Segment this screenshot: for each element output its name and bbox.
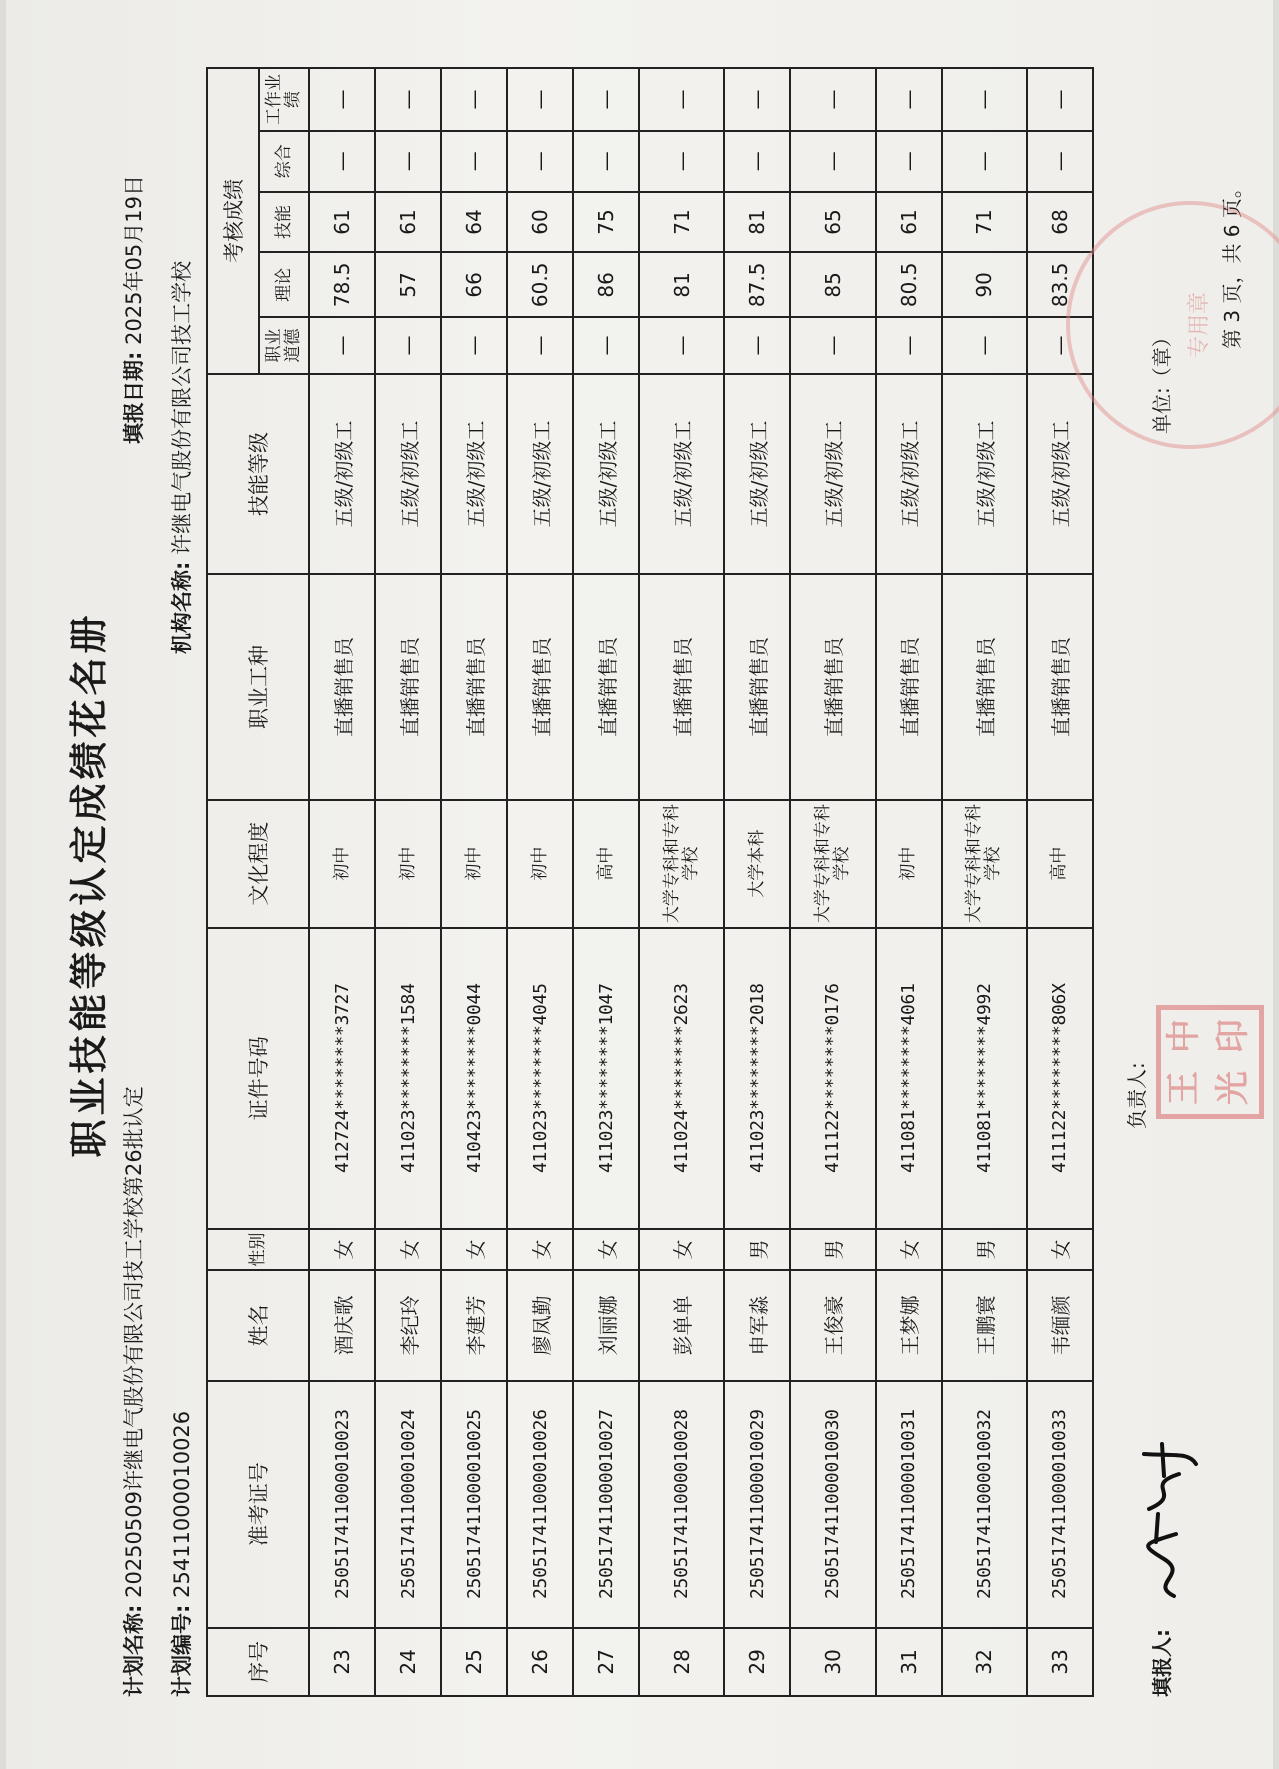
cell-exam-no: 250517411000010031: [876, 1381, 942, 1628]
cell-ethics: —: [942, 317, 1027, 373]
plan-no-line: [166, 1411, 196, 1697]
cell-performance: —: [309, 68, 375, 131]
report-date: 2025年05月19日: [122, 175, 146, 345]
seal-char-2: 中: [1164, 1019, 1204, 1053]
cell-ethics: —: [309, 317, 375, 373]
seal-char-3: 光: [1213, 1071, 1253, 1105]
official-round-stamp: [1066, 201, 1279, 449]
cell-gender: 女: [876, 1229, 942, 1270]
cell-seq: 31: [876, 1628, 942, 1696]
cell-id-no: 411023********1584: [375, 928, 441, 1229]
cell-id-no: 411023********2018: [724, 928, 790, 1229]
table-row: [790, 68, 875, 1696]
cell-theory: 85: [790, 252, 875, 317]
cell-performance: —: [1027, 68, 1093, 131]
cell-name: 韦缅颜: [1027, 1270, 1093, 1381]
cell-education: 初中: [441, 800, 507, 928]
cell-exam-no: 250517411000010033: [1027, 1381, 1093, 1628]
cell-education: 初中: [876, 800, 942, 928]
cell-seq: 29: [724, 1628, 790, 1696]
cell-seq: 26: [507, 1628, 573, 1696]
cell-id-no: 410423********0044: [441, 928, 507, 1229]
cell-overall: —: [309, 131, 375, 192]
cell-seq: 23: [309, 1628, 375, 1696]
responsible-label: 负责人:: [1125, 1062, 1149, 1129]
cell-education: 大学本科: [724, 800, 790, 928]
cell-occupation: 直播销售员: [573, 574, 639, 799]
cell-ethics: —: [507, 317, 573, 373]
cell-exam-no: 250517411000010032: [942, 1381, 1027, 1628]
cell-occupation: 直播销售员: [790, 574, 875, 799]
cell-exam-no: 250517411000010030: [790, 1381, 875, 1628]
cell-exam-no: 250517411000010029: [724, 1381, 790, 1628]
cell-skill: 61: [309, 192, 375, 253]
header-ethics: 职业道德: [259, 317, 309, 373]
cell-theory: 86: [573, 252, 639, 317]
cell-overall: —: [790, 131, 875, 192]
cell-name: 王俊豪: [790, 1270, 875, 1381]
cell-name: 酒庆歌: [309, 1270, 375, 1381]
roster-table: [206, 67, 1094, 1697]
cell-level: 五级/初级工: [724, 374, 790, 575]
cell-occupation: 直播销售员: [724, 574, 790, 799]
cell-exam-no: 250517411000010024: [375, 1381, 441, 1628]
cell-theory: 80.5: [876, 252, 942, 317]
cell-id-no: 411122********806X: [1027, 928, 1093, 1229]
personal-seal: [1156, 1005, 1264, 1119]
cell-ethics: —: [639, 317, 724, 373]
header-performance: 工作业绩: [259, 68, 309, 131]
cell-performance: —: [876, 68, 942, 131]
cell-overall: —: [441, 131, 507, 192]
header-name: 姓名: [207, 1270, 309, 1381]
cell-overall: —: [375, 131, 441, 192]
cell-occupation: 直播销售员: [441, 574, 507, 799]
cell-skill: 71: [639, 192, 724, 253]
date-label: 填报日期:: [122, 351, 146, 444]
cell-skill: 71: [942, 192, 1027, 253]
header-skill: 技能: [259, 192, 309, 253]
cell-performance: —: [942, 68, 1027, 131]
cell-name: 李建芳: [441, 1270, 507, 1381]
header-row: [207, 68, 259, 1696]
page-info: 第 3 页，共 6 页。: [1220, 178, 1244, 349]
cell-gender: 女: [507, 1229, 573, 1270]
cell-name: 刘丽娜: [573, 1270, 639, 1381]
cell-theory: 57: [375, 252, 441, 317]
cell-seq: 24: [375, 1628, 441, 1696]
plan-name: 20250509许继电气股份有限公司技工学校第26批认定: [122, 1086, 146, 1598]
cell-theory: 60.5: [507, 252, 573, 317]
cell-ethics: —: [1027, 317, 1093, 373]
table-row: [876, 68, 942, 1696]
cell-skill: 75: [573, 192, 639, 253]
cell-performance: —: [724, 68, 790, 131]
cell-name: 王鹏寰: [942, 1270, 1027, 1381]
cell-name: 彭单单: [639, 1270, 724, 1381]
cell-gender: 女: [441, 1229, 507, 1270]
header-seq: 序号: [207, 1628, 309, 1696]
cell-occupation: 直播销售员: [507, 574, 573, 799]
cell-occupation: 直播销售员: [309, 574, 375, 799]
cell-exam-no: 250517411000010025: [441, 1381, 507, 1628]
cell-seq: 32: [942, 1628, 1027, 1696]
cell-theory: 90: [942, 252, 1027, 317]
cell-seq: 28: [639, 1628, 724, 1696]
cell-theory: 87.5: [724, 252, 790, 317]
cell-id-no: 411024********2623: [639, 928, 724, 1229]
cell-ethics: —: [573, 317, 639, 373]
seal-char-4: 印: [1213, 1019, 1253, 1053]
cell-id-no: 411023********4045: [507, 928, 573, 1229]
header-overall: 综合: [259, 131, 309, 192]
table-row: [375, 68, 441, 1696]
cell-education: 初中: [507, 800, 573, 928]
cell-level: 五级/初级工: [309, 374, 375, 575]
cell-id-no: 411081********4061: [876, 928, 942, 1229]
cell-level: 五级/初级工: [375, 374, 441, 575]
cell-overall: —: [1027, 131, 1093, 192]
cell-level: 五级/初级工: [876, 374, 942, 575]
cell-performance: —: [639, 68, 724, 131]
cell-performance: —: [790, 68, 875, 131]
cell-skill: 64: [441, 192, 507, 253]
cell-ethics: —: [790, 317, 875, 373]
cell-id-no: 411023********1047: [573, 928, 639, 1229]
cell-name: 廖凤勤: [507, 1270, 573, 1381]
cell-ethics: —: [724, 317, 790, 373]
cell-ethics: —: [375, 317, 441, 373]
cell-name: 李纪玲: [375, 1270, 441, 1381]
cell-exam-no: 250517411000010027: [573, 1381, 639, 1628]
cell-gender: 女: [639, 1229, 724, 1270]
cell-level: 五级/初级工: [790, 374, 875, 575]
document-page: [6, 0, 1273, 1769]
handwritten-signature: [1134, 1424, 1204, 1604]
cell-occupation: 直播销售员: [639, 574, 724, 799]
table-row: [639, 68, 724, 1696]
table-row: [942, 68, 1027, 1696]
cell-education: 初中: [309, 800, 375, 928]
cell-exam-no: 250517411000010023: [309, 1381, 375, 1628]
org-line: [166, 261, 196, 654]
header-exam-no: 准考证号: [207, 1381, 309, 1628]
cell-skill: 65: [790, 192, 875, 253]
table-row: [441, 68, 507, 1696]
seal-char-1: 王: [1164, 1071, 1204, 1105]
cell-overall: —: [876, 131, 942, 192]
cell-level: 五级/初级工: [507, 374, 573, 575]
header-scores: 考核成绩: [207, 68, 259, 374]
cell-education: 初中: [375, 800, 441, 928]
filler-line: [1146, 1629, 1175, 1697]
table-row: [507, 68, 573, 1696]
cell-occupation: 直播销售员: [375, 574, 441, 799]
header-level: 技能等级: [207, 374, 309, 575]
cell-overall: —: [639, 131, 724, 192]
table-row: [724, 68, 790, 1696]
cell-level: 五级/初级工: [573, 374, 639, 575]
cell-gender: 女: [309, 1229, 375, 1270]
cell-gender: 女: [1027, 1229, 1093, 1270]
cell-education: 大学专科和专科学校: [790, 800, 875, 928]
header-theory: 理论: [259, 252, 309, 317]
responsible-line: [1121, 1062, 1150, 1129]
cell-education: 大学专科和专科学校: [639, 800, 724, 928]
cell-theory: 78.5: [309, 252, 375, 317]
cell-occupation: 直播销售员: [876, 574, 942, 799]
cell-ethics: —: [441, 317, 507, 373]
cell-exam-no: 250517411000010028: [639, 1381, 724, 1628]
cell-seq: 33: [1027, 1628, 1093, 1696]
filler-label: 填报人:: [1150, 1629, 1174, 1697]
cell-seq: 27: [573, 1628, 639, 1696]
cell-seq: 25: [441, 1628, 507, 1696]
cell-skill: 68: [1027, 192, 1093, 253]
cell-overall: —: [724, 131, 790, 192]
cell-exam-no: 250517411000010026: [507, 1381, 573, 1628]
stamp-text: 专用章: [1187, 292, 1212, 359]
cell-id-no: 411122********0176: [790, 928, 875, 1229]
cell-level: 五级/初级工: [639, 374, 724, 575]
cell-performance: —: [573, 68, 639, 131]
cell-gender: 女: [573, 1229, 639, 1270]
header-gender: 性别: [207, 1229, 309, 1270]
header-occupation: 职业工种: [207, 574, 309, 799]
header-id-no: 证件号码: [207, 928, 309, 1229]
cell-skill: 81: [724, 192, 790, 253]
cell-education: 大学专科和专科学校: [942, 800, 1027, 928]
table-row: [573, 68, 639, 1696]
cell-id-no: 412724********3727: [309, 928, 375, 1229]
cell-theory: 81: [639, 252, 724, 317]
table-row: [309, 68, 375, 1696]
cell-occupation: 直播销售员: [1027, 574, 1093, 799]
cell-name: 申军淼: [724, 1270, 790, 1381]
cell-overall: —: [942, 131, 1027, 192]
cell-skill: 61: [375, 192, 441, 253]
org-name: 许继电气股份有限公司技工学校: [170, 260, 194, 555]
org-label: 机构名称:: [170, 561, 194, 654]
cell-level: 五级/初级工: [441, 374, 507, 575]
cell-theory: 66: [441, 252, 507, 317]
cell-name: 王梦娜: [876, 1270, 942, 1381]
cell-gender: 男: [790, 1229, 875, 1270]
unit-label: 单位:（章）: [1150, 327, 1174, 434]
cell-ethics: —: [876, 317, 942, 373]
cell-id-no: 411081********4992: [942, 928, 1027, 1229]
cell-performance: —: [507, 68, 573, 131]
cell-overall: —: [507, 131, 573, 192]
cell-gender: 男: [942, 1229, 1027, 1270]
cell-theory: 83.5: [1027, 252, 1093, 317]
plan-name-label: 计划名称:: [122, 1604, 146, 1697]
cell-gender: 男: [724, 1229, 790, 1270]
cell-education: 高中: [1027, 800, 1093, 928]
rotated-sheet: [6, 0, 1279, 1769]
cell-level: 五级/初级工: [1027, 374, 1093, 575]
roster-body: [309, 68, 1093, 1696]
cell-occupation: 直播销售员: [942, 574, 1027, 799]
cell-seq: 30: [790, 1628, 875, 1696]
cell-gender: 女: [375, 1229, 441, 1270]
cell-overall: —: [573, 131, 639, 192]
plan-no-label: 计划编号:: [170, 1604, 194, 1697]
cell-performance: —: [375, 68, 441, 131]
cell-education: 高中: [573, 800, 639, 928]
document-title: 职业技能等级认定成绩花名册: [67, 611, 111, 1158]
plan-no: 25411000010026: [170, 1410, 194, 1598]
cell-skill: 61: [876, 192, 942, 253]
date-line: [118, 175, 148, 444]
header-education: 文化程度: [207, 800, 309, 928]
cell-level: 五级/初级工: [942, 374, 1027, 575]
plan-name-line: [118, 1086, 148, 1697]
cell-performance: —: [441, 68, 507, 131]
cell-skill: 60: [507, 192, 573, 253]
